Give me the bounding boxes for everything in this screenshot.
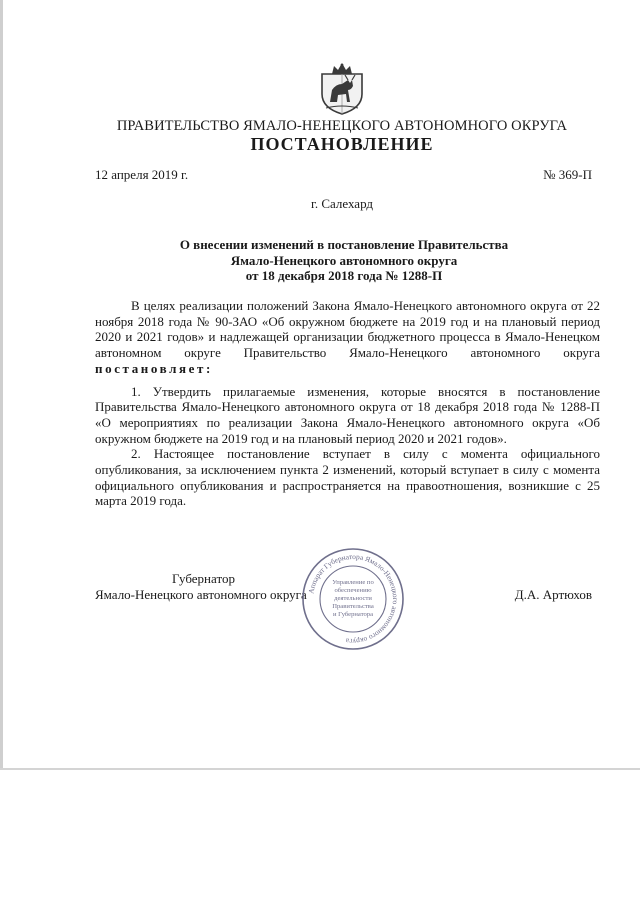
document-title (95, 237, 593, 284)
stamp-line: и Губернатора (332, 611, 374, 618)
stamp-line: Управление по (332, 579, 374, 586)
organization-name: ПРАВИТЕЛЬСТВО ЯМАЛО-НЕНЕЦКОГО АВТОНОМНОГО ОКРУГА (116, 118, 568, 134)
item-1-paragraph: 1. Утвердить прилагаемые изменения, которые вносятся в постановление Правительства Ямало-Ненецкого автономного округа от 18 декабря 2018 года № 1288-П «О мероприятиях по реализации Закона Ямало-Ненецкого автономного округа «Об окружном бюджете на 2019 год и на плановый период 2020 и 2021 годов». (95, 383, 600, 446)
signatory-name: Д.А. Артюхов (514, 587, 592, 602)
page-edge-left (0, 0, 3, 770)
document-city: г. Салехард (310, 196, 374, 211)
title-line: Ямало-Ненецкого автономного округа (230, 252, 458, 268)
page-edge-bottom (0, 768, 640, 770)
document-number: № 369-П (543, 167, 592, 182)
stamp-line: обеспечению (334, 587, 372, 594)
item-2-paragraph: 2. Настоящее постановление вступает в силу с момента официального опубликования, за исключением пункта 2 изменений, который вступает в силу с момента официального опубликования и распространяется на правоотношения, возникшие с 25 марта 2019 года. (95, 446, 600, 509)
preamble-paragraph (95, 298, 600, 377)
title-line: от 18 декабря 2018 года № 1288-П (245, 268, 443, 283)
stamp-line: деятельности (334, 595, 372, 602)
resolves-word: постановляет: (95, 360, 213, 376)
official-stamp (300, 546, 406, 652)
preamble-text: В целях реализации положений Закона Ямало-Ненецкого автономного округа от 22 ноября 2018 года № 90-ЗАО «Об окружном бюджете на 2019 год и на плановый период 2020 и 2021 годов» и надлежащей организации бюджетного процесса в Ямало-Ненецком автономном округе Правительство Ямало-Ненецкого автономного округа (95, 298, 600, 361)
stamp-line: Правительства (332, 603, 374, 610)
stamp-ring-text: Аппарат Губернатора Ямало-Ненецкого автономного округа (306, 551, 401, 647)
document-date: 12 апреля 2019 г. (95, 167, 189, 182)
signatory-organization: Ямало-Ненецкого автономного округа (95, 587, 307, 602)
coat-of-arms-icon (318, 60, 366, 116)
document-body (95, 298, 600, 516)
signatory-title: Губернатор (172, 571, 235, 586)
document-type: ПОСТАНОВЛЕНИЕ (250, 134, 434, 154)
title-line: О внесении изменений в постановление Правительства (179, 237, 509, 252)
